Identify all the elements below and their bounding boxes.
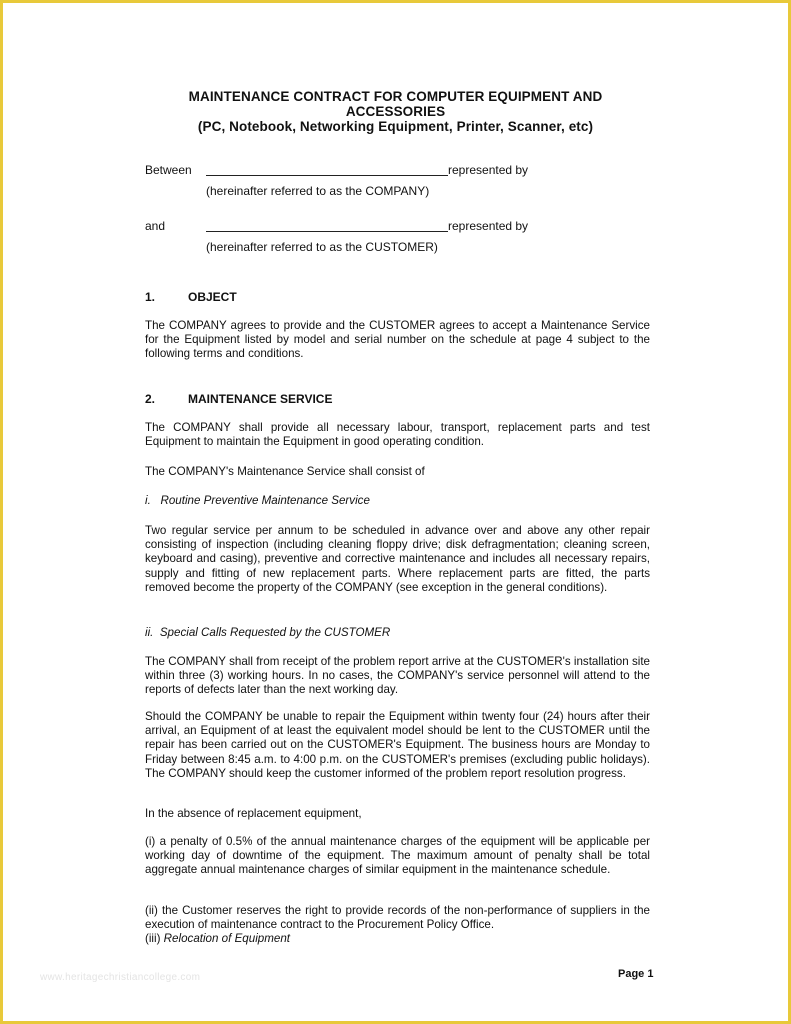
subsection-ii-title: ii. Special Calls Requested by the CUSTOMER bbox=[145, 626, 391, 639]
subsection-ii-text-2: Should the COMPANY be unable to repair the Equipment within twenty four (24) hours after their arrival, an Equipment of at least the equivalent model should be lent to the CUSTOMER until the repair has been carried out on the CUSTOMER's Equipment. The business hours are Monday to Friday between 8:45 a.m. to 4:00 p.m. on the CUSTOMER's premises (excluding public holidays). The COMPANY should keep the customer informed of the problem report resolution progress. bbox=[145, 710, 650, 780]
between-label: Between bbox=[145, 163, 192, 177]
item-iii bbox=[145, 932, 650, 946]
page-number: Page 1 bbox=[618, 968, 654, 980]
section-2-para-2: The COMPANY's Maintenance Service shall consist of bbox=[145, 465, 425, 478]
company-note: (hereinafter referred to as the COMPANY) bbox=[206, 184, 430, 198]
and-label: and bbox=[145, 219, 166, 233]
section-1-heading: OBJECT bbox=[188, 290, 237, 304]
company-represented-by: represented by bbox=[448, 163, 529, 177]
customer-name-blank bbox=[206, 231, 448, 232]
subsection-ii-text-1: The COMPANY shall from receipt of the problem report arrive at the CUSTOMER's installation site within three (3) working hours. In no cases, the COMPANY's service personnel will attend to the reports of defects later than the next working day. bbox=[145, 655, 650, 697]
document-title-line1: MAINTENANCE CONTRACT FOR COMPUTER EQUIPMENT AND bbox=[188, 89, 603, 104]
subsection-ii-text-3: In the absence of replacement equipment, bbox=[145, 807, 362, 820]
section-2-para-1: The COMPANY shall provide all necessary labour, transport, replacement parts and test Equipment to maintain the Equipment in good operating condition. bbox=[145, 421, 650, 449]
subsection-i-title: i. Routine Preventive Maintenance Service bbox=[145, 494, 370, 507]
customer-note: (hereinafter referred to as the CUSTOMER) bbox=[206, 240, 438, 254]
company-name-blank bbox=[206, 175, 448, 176]
section-2-heading: MAINTENANCE SERVICE bbox=[188, 392, 333, 406]
penalty-clause-i: (i) a penalty of 0.5% of the annual maintenance charges of the equipment will be applicable per working day of downtime of the equipment. The maximum amount of penalty shall be total aggregate annual maintenance charges of similar equipment in the maintenance schedule. bbox=[145, 835, 650, 877]
subsection-i-text: Two regular service per annum to be scheduled in advance over and above any other repair consisting of inspection (including cleaning floppy drive; disk defragmentation; cleaning screen, keyboard and casing), preventive and corrective maintenance and includes all necessary repairs, supply and fitting of new replacement parts. Where replacement parts are fitted, the parts removed become the property of the COMPANY (see exception in the general conditions). bbox=[145, 524, 650, 594]
customer-represented-by: represented by bbox=[448, 219, 529, 233]
document-subtitle: (PC, Notebook, Networking Equipment, Printer, Scanner, etc) bbox=[197, 119, 594, 134]
item-iii-title: Relocation of Equipment bbox=[163, 932, 290, 945]
document-title-line2: ACCESSORIES bbox=[345, 104, 446, 119]
section-1-text: The COMPANY agrees to provide and the CUSTOMER agrees to accept a Maintenance Service for the Equipment listed by model and serial number on the schedule at page 4 subject to the following terms and conditions. bbox=[145, 319, 650, 361]
section-1-number: 1. bbox=[145, 290, 156, 304]
item-iii-prefix: (iii) bbox=[145, 932, 164, 945]
section-2-number: 2. bbox=[145, 392, 156, 406]
penalty-clause-ii: (ii) the Customer reserves the right to provide records of the non-performance of suppliers in the execution of maintenance contract to the Procurement Policy Office. bbox=[145, 904, 650, 932]
watermark: www.heritagechristiancollege.com bbox=[40, 972, 201, 983]
